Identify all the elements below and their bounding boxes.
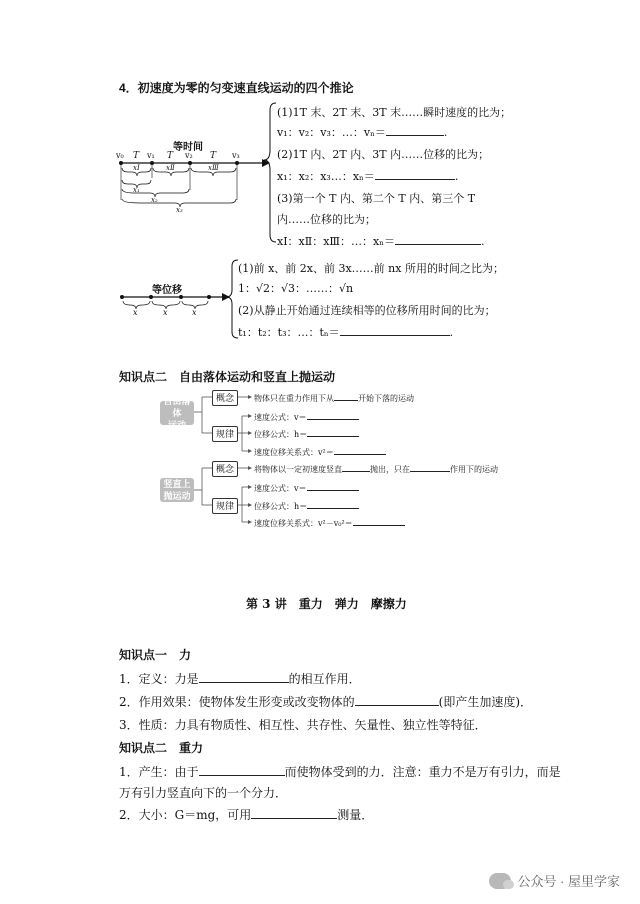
item-text: (1)前 x、前 2x、前 3x……前 nx 所用的时间之比为； — [238, 262, 504, 275]
rule-text: 位移公式：h＝ — [254, 500, 359, 512]
vertical-up-box: 竖直上 抛运动 — [160, 478, 194, 502]
kp2b-line: 1．产生：由于 而使物体受到的力．注意：重力不是万有引力，而是 — [119, 765, 561, 779]
item-text: x₁：x₂：x₃…：xₙ＝ . — [277, 170, 459, 183]
concept-text: 将物体以一定初速度竖直 抛出，只在 作用下的运动 — [254, 465, 498, 474]
t-label: T — [210, 151, 217, 161]
kp2b-line: 2．大小：G＝mg，可用 测量． — [119, 808, 374, 822]
v-label: v₂ — [185, 151, 193, 160]
t-label: T — [133, 151, 140, 161]
brace-label: x₁ — [133, 186, 140, 194]
item-text: (2)从静止开始通过连续相等的位移所用时间的比为； — [238, 304, 496, 317]
rule-text: 速度公式：v＝ — [254, 482, 359, 494]
item-text: (1)1T 末、2T 末、3T 末……瞬时速度的比为； — [277, 106, 512, 119]
item-text: t₁：t₂：t₃：…：tₙ＝ . — [238, 326, 454, 339]
section-title: 4．初速度为零的匀变速直线运动的四个推论 — [119, 81, 354, 95]
kp1-line: 2．作用效果：使物体发生形变或改变物体的 (即产生加速度)． — [119, 695, 533, 709]
kp1-title: 知识点一 力 — [119, 648, 192, 662]
x-label: x — [163, 308, 168, 317]
watermark — [489, 871, 620, 890]
x-label: x — [192, 308, 197, 317]
rule-box: 规律 — [212, 498, 238, 514]
rule-text: 位移公式：h＝ — [254, 428, 359, 440]
equal-time-label: 等时间 — [173, 142, 203, 153]
concept-text: 物体只在重力作用下从 开始下落的运动 — [254, 394, 414, 403]
v-label: v₀ — [116, 151, 124, 160]
item-text: v₁：v₂：v₃：…：vₙ＝ . — [277, 126, 448, 139]
item-text: xⅠ：xⅡ：xⅢ：…：xₙ＝ . — [277, 235, 485, 248]
t-label: T — [167, 151, 174, 161]
rule-text: 速度位移关系式：v²－v₀²＝ — [254, 517, 405, 529]
item-text: (2)1T 内、2T 内、3T 内……位移的比为； — [277, 148, 490, 161]
concept-box: 概念 — [212, 390, 238, 406]
item-text: 1：√2：√3：……：√n — [238, 282, 354, 295]
kp2-title: 知识点二 自由落体运动和竖直上抛运动 — [119, 370, 336, 384]
equal-displacement-label: 等位移 — [152, 285, 182, 296]
free-fall-box: 自由落体 运动 — [160, 401, 194, 425]
kp2b-title: 知识点二 重力 — [119, 741, 204, 755]
rule-text: 速度公式：v＝ — [254, 411, 359, 423]
brace-label: x₃ — [176, 206, 183, 214]
x-label: xⅠ — [133, 164, 140, 172]
concept-box: 概念 — [212, 461, 238, 477]
v-label: v₁ — [147, 151, 155, 160]
rule-text: 速度位移关系式：v²＝ — [254, 446, 386, 458]
x-label: xⅢ — [208, 164, 219, 172]
brace-label: x₂ — [151, 196, 158, 204]
item-text: (3)第一个 T 内、第二个 T 内、第三个 T — [277, 192, 476, 205]
rule-box: 规律 — [212, 426, 238, 442]
item-text: 内……位移的比为； — [277, 213, 376, 226]
wechat-icon — [489, 873, 511, 889]
kp1-line: 3．性质：力具有物质性、相互性、共存性、矢量性、独立性等特征． — [119, 718, 487, 732]
x-label: x — [133, 308, 138, 317]
lecture-title: 第 3 讲 重力 弹力 摩擦力 — [246, 597, 407, 611]
watermark-text: 公众号 · 屋里学家 — [517, 874, 620, 889]
kp1-line: 1．定义：力是 的相互作用． — [119, 672, 361, 686]
x-label: xⅡ — [166, 164, 175, 172]
kp2b-line: 万有引力竖直向下的一个分力． — [119, 786, 288, 800]
v-label: v₃ — [232, 151, 240, 160]
